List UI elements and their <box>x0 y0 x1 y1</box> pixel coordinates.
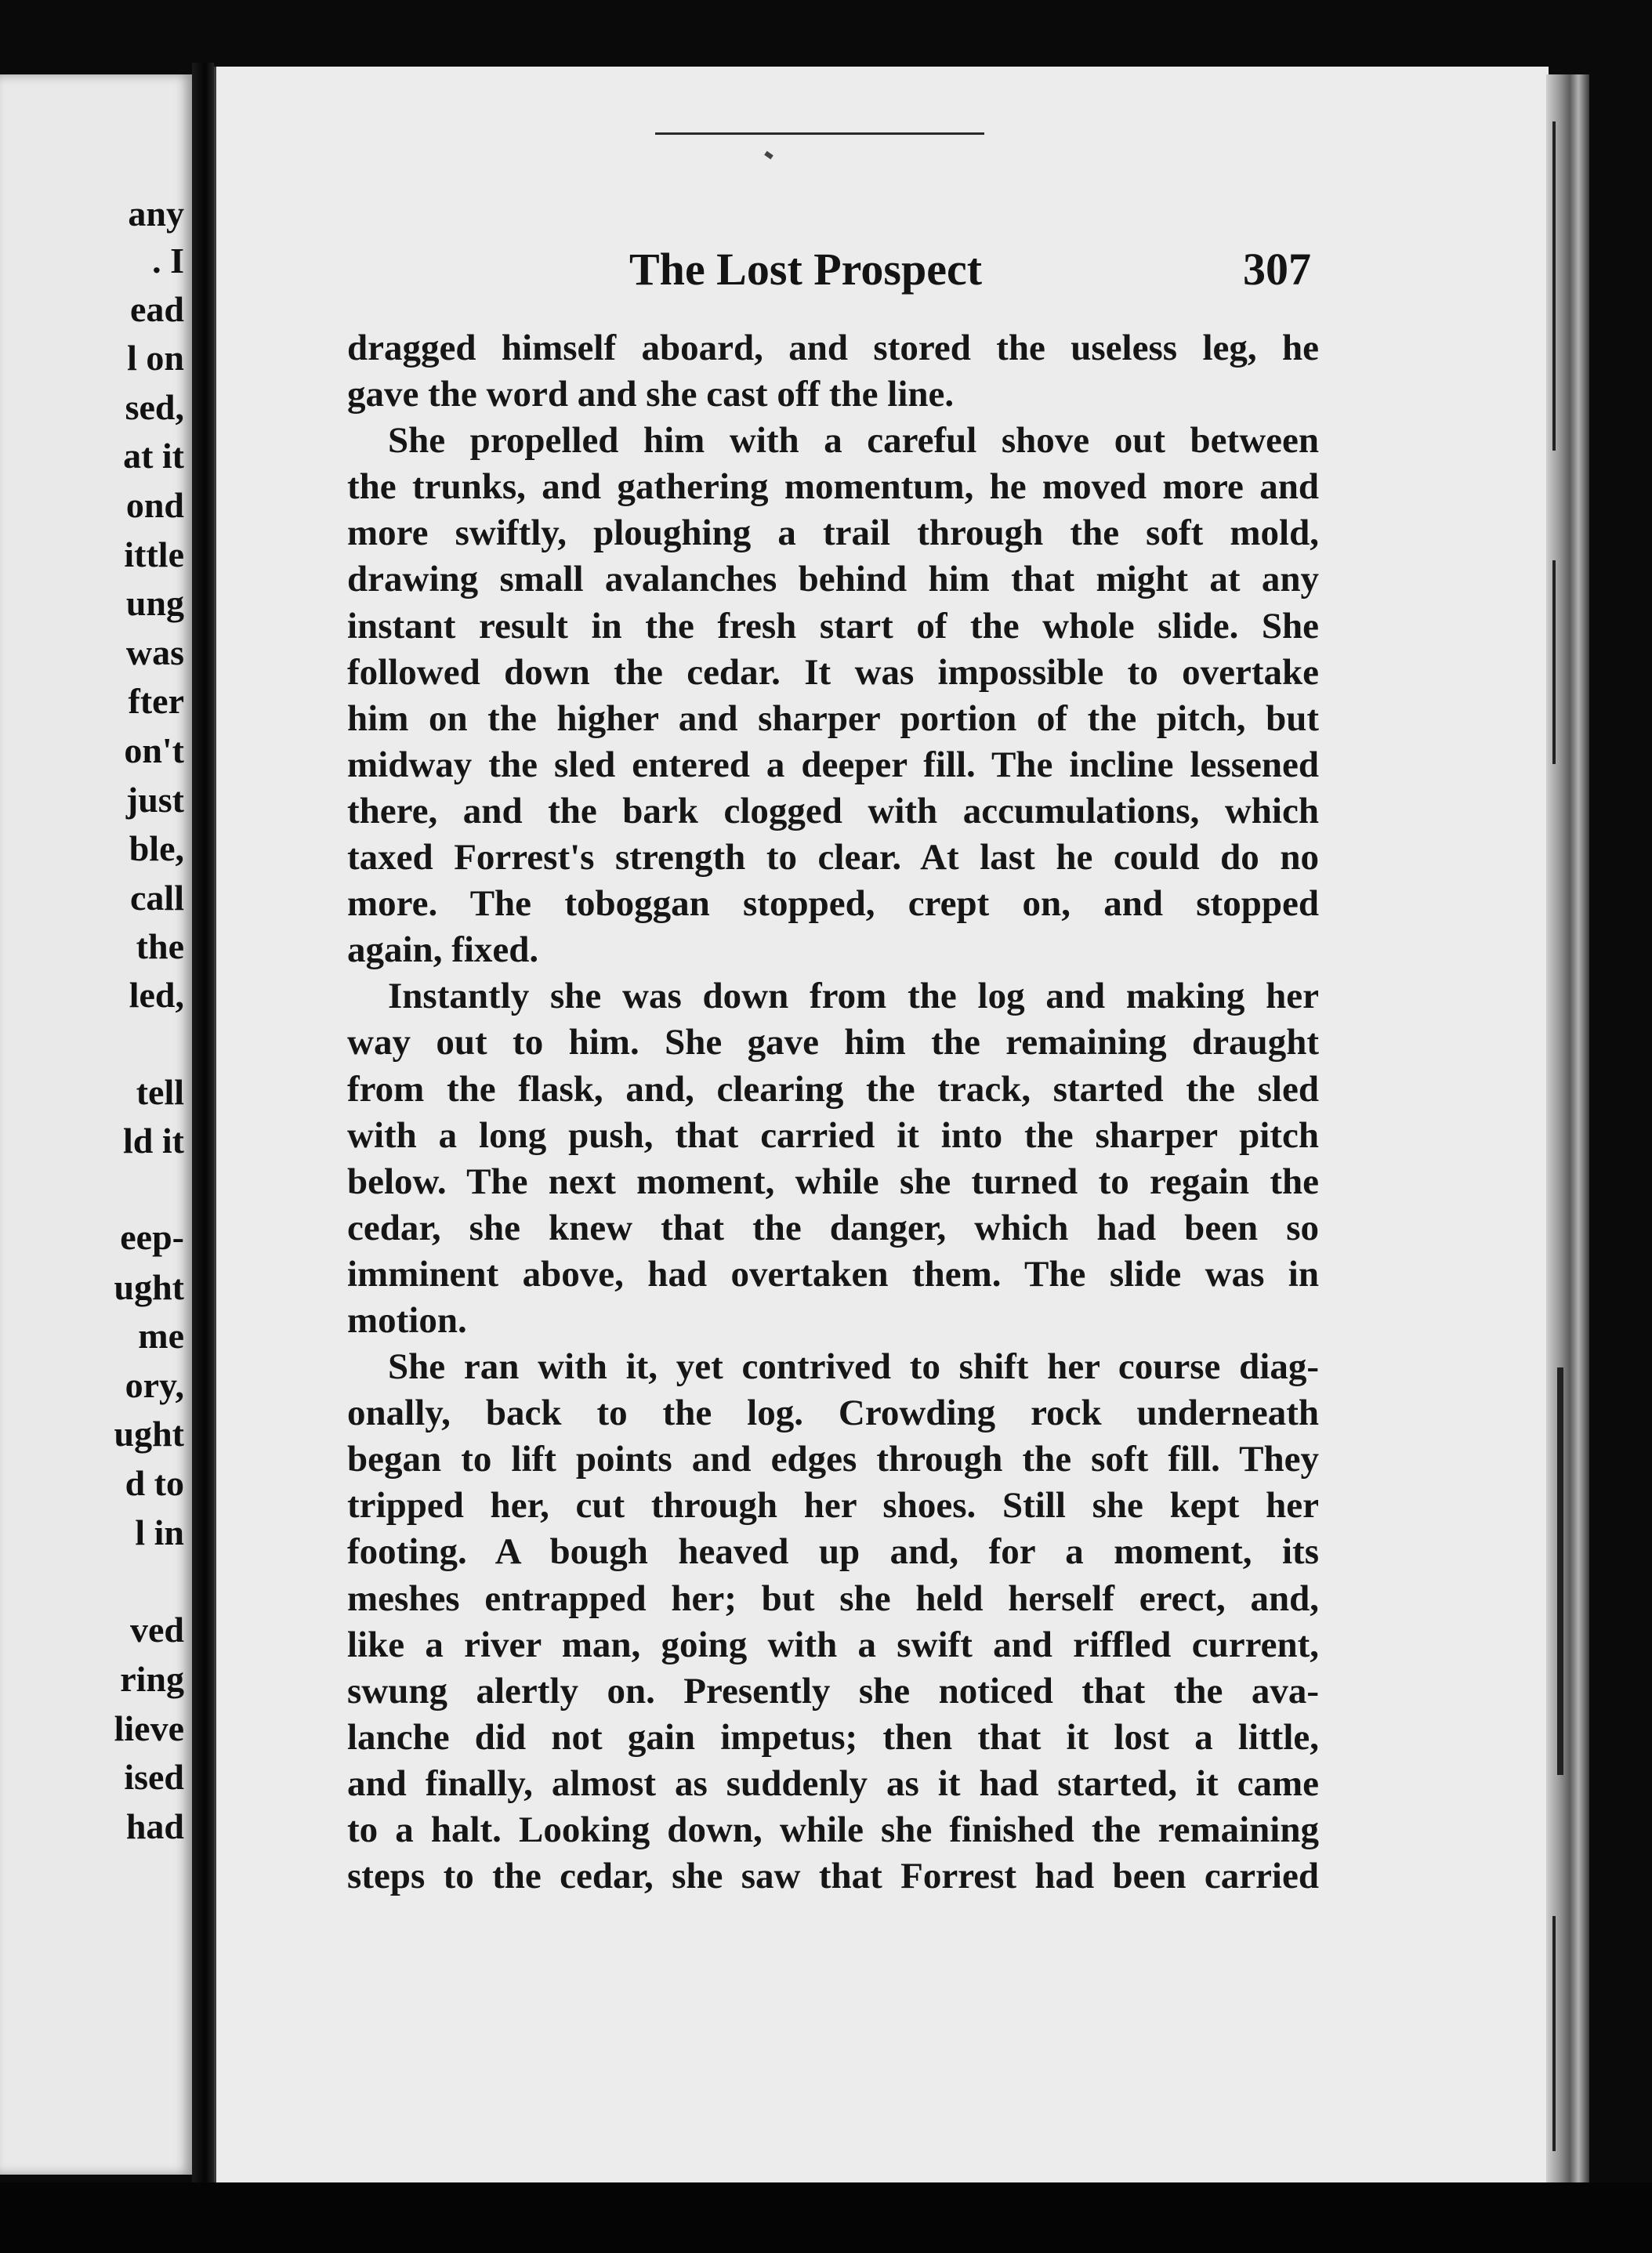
text-line: cedar, she knew that the danger, which had been so <box>347 1207 1319 1248</box>
text-line: dragged himself aboard, and stored the useless leg, he <box>347 328 1319 368</box>
text-line: She ran with it, yet contrived to shift her course diag- <box>388 1346 1319 1388</box>
text-line: and finally, almost as suddenly as it had started, it came <box>347 1762 1319 1804</box>
left-page-line-fragment: was <box>125 632 184 672</box>
left-page-line-fragment: had <box>125 1806 184 1846</box>
left-page-line-fragment: me <box>138 1316 184 1356</box>
text-line: imminent above, had overtaken them. The slide was in <box>347 1253 1319 1295</box>
text-line: more swiftly, ploughing a trail through the soft mold, <box>347 513 1319 554</box>
text-line: lanche did not gain impetus; then that it lost a little, <box>347 1716 1319 1758</box>
text-line: footing. A bough heaved up and, for a moment, its <box>347 1531 1319 1573</box>
left-page-line-fragment: ld it <box>123 1121 184 1161</box>
page-number: 307 <box>1243 244 1311 295</box>
text-line: Instantly she was down from the log and making her <box>388 976 1319 1017</box>
left-facing-page <box>0 74 192 2175</box>
book-gutter <box>192 63 214 2186</box>
text-line: to a halt. Looking down, while she finished the remaining <box>347 1809 1319 1850</box>
text-line: steps to the cedar, she saw that Forrest had been carried <box>347 1856 1319 1897</box>
text-line: instant result in the fresh start of the whole slide. She <box>347 605 1319 647</box>
left-page-line-fragment: lieve <box>114 1708 184 1748</box>
left-page-line-fragment: ung <box>125 583 184 623</box>
text-line: taxed Forrest's strength to clear. At last he could do no <box>347 837 1319 878</box>
text-line: She propelled him with a careful shove out between <box>388 420 1319 462</box>
left-page-line-fragment: ught <box>114 1267 184 1307</box>
text-line: with a long push, that carried it into the sharper pitch <box>347 1114 1319 1156</box>
text-line: there, and the bark clogged with accumulations, which <box>347 790 1319 831</box>
page-stack-edge <box>1546 74 1589 2182</box>
text-line: motion. <box>347 1299 467 1341</box>
left-page-line-fragment: at it <box>123 436 184 476</box>
left-page-line-fragment: ble, <box>129 828 184 868</box>
left-page-line-fragment: ved <box>130 1610 184 1650</box>
left-page-line-fragment: l in <box>135 1512 184 1552</box>
left-page-line-fragment: sed, <box>125 387 184 427</box>
scan-speck <box>764 151 773 160</box>
left-page-line-fragment: fter <box>128 681 184 721</box>
text-line: swung alertly on. Presently she noticed that the ava- <box>347 1670 1319 1711</box>
text-line: onally, back to the log. Crowding rock underneath <box>347 1393 1319 1434</box>
text-line: drawing small avalanches behind him that might at any <box>347 559 1319 600</box>
left-page-line-fragment: ised <box>124 1757 184 1797</box>
left-page-line-fragment: call <box>130 878 184 918</box>
left-page-line-fragment: ead <box>130 289 184 329</box>
text-line: followed down the cedar. It was impossible to overtake <box>347 651 1319 693</box>
text-line: like a river man, going with a swift and riffled current, <box>347 1624 1319 1665</box>
left-page-line-fragment: l on <box>127 338 184 378</box>
text-line: began to lift points and edges through the soft fill. They <box>347 1439 1319 1480</box>
left-page-line-fragment: d to <box>125 1463 184 1503</box>
left-page-line-fragment: the <box>136 926 184 966</box>
text-line: him on the higher and sharper portion of the pitch, but <box>347 697 1319 739</box>
text-line: meshes entrapped her; but she held herself erect, and, <box>347 1577 1319 1619</box>
body-text <box>347 325 1319 1900</box>
text-line: from the flask, and, clearing the track, started the sled <box>347 1068 1319 1110</box>
left-page-line-fragment: eep- <box>120 1217 184 1257</box>
text-line: gave the word and she cast off the line. <box>347 374 955 415</box>
text-line: the trunks, and gathering momentum, he moved more and <box>347 466 1319 508</box>
text-line: midway the sled entered a deeper fill. The incline lessened <box>347 744 1319 785</box>
left-page-line-fragment: . I <box>152 241 184 281</box>
left-page-line-fragment: ring <box>120 1659 184 1699</box>
left-page-line-fragment: on't <box>124 730 184 770</box>
page-top-shadow <box>655 132 984 135</box>
text-line: tripped her, cut through her shoes. Still she kept her <box>347 1485 1319 1527</box>
running-head-title: The Lost Prospect <box>629 244 983 295</box>
text-line: more. The toboggan stopped, crept on, and stopped <box>347 883 1319 925</box>
left-page-line-fragment: ond <box>125 485 184 525</box>
left-page-line-fragment: just <box>125 780 184 820</box>
left-page-line-fragment: tell <box>136 1072 184 1112</box>
left-page-line-fragment: ory, <box>125 1365 184 1405</box>
left-page-line-fragment: led, <box>129 975 184 1015</box>
running-head <box>629 246 1311 293</box>
left-page-line-fragment: ittle <box>124 534 184 574</box>
left-page-line-fragment: any <box>128 194 184 234</box>
left-page-line-fragment: ught <box>114 1414 184 1454</box>
text-line: below. The next moment, while she turned to regain the <box>347 1161 1319 1202</box>
scan-bottom-border <box>0 2182 1652 2253</box>
text-line: again, fixed. <box>347 929 539 971</box>
text-line: way out to him. She gave him the remaining draught <box>347 1022 1319 1063</box>
